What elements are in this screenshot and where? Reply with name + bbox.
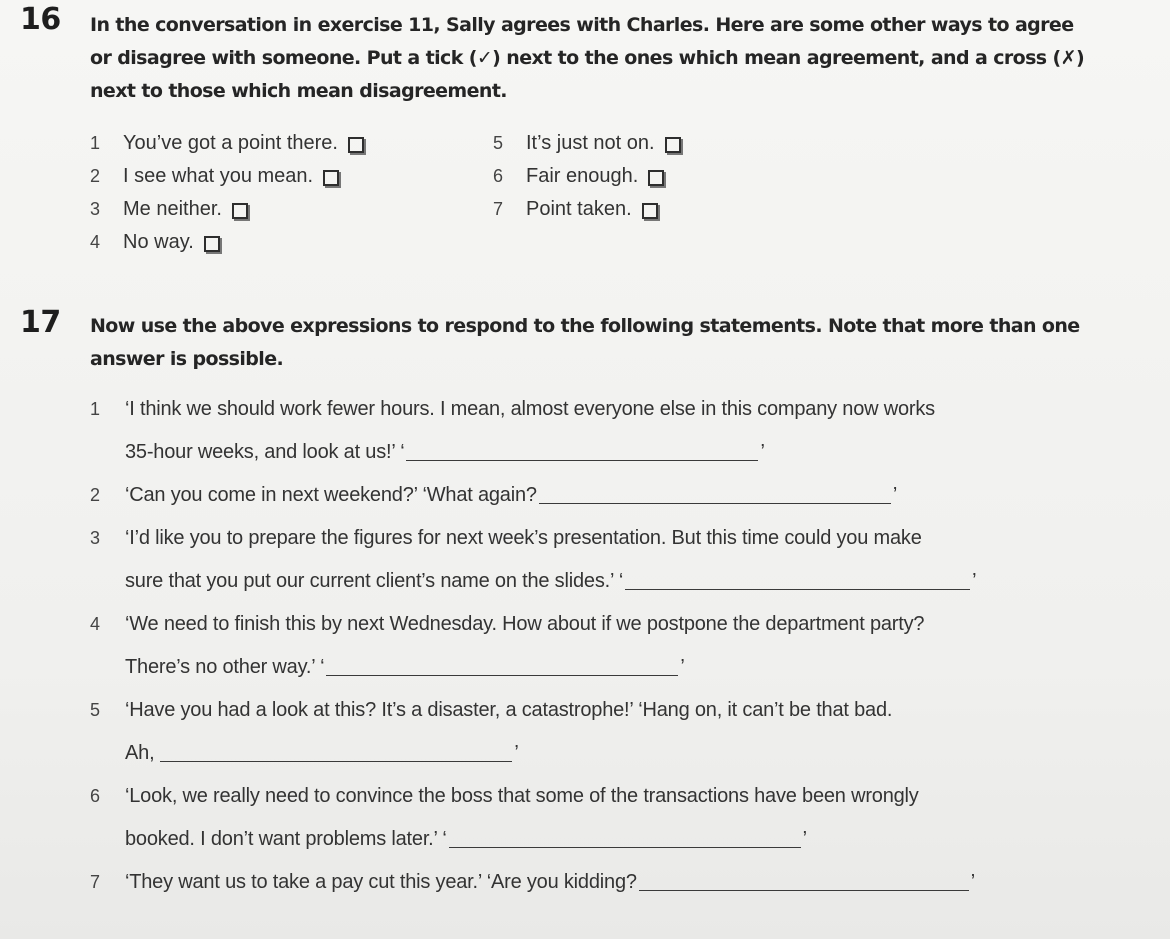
choice-item-6	[493, 160, 664, 193]
statement-number: 2	[90, 485, 100, 505]
statement-number: 4	[90, 614, 100, 634]
choice-item-4	[90, 226, 220, 259]
statement-number: 6	[90, 786, 100, 806]
statement-number: 3	[90, 528, 100, 548]
choice-text: I see what you mean.	[123, 165, 314, 187]
choice-number: 3	[90, 199, 101, 219]
answer-blank[interactable]	[539, 481, 891, 504]
choice-number: 7	[493, 199, 504, 219]
statement-text: ‘Can you come in next weekend?’ ‘What again?	[125, 484, 537, 506]
choice-text: It’s just not on.	[526, 132, 655, 154]
choice-text: No way.	[123, 231, 194, 253]
statement-6	[90, 775, 1090, 861]
tick-box[interactable]	[665, 137, 681, 153]
answer-blank[interactable]	[406, 438, 758, 461]
closing-quote: ’	[970, 871, 976, 893]
tick-box[interactable]	[232, 203, 248, 219]
choice-item-1	[90, 127, 364, 160]
tick-box[interactable]	[648, 170, 664, 186]
statement-5	[90, 689, 1090, 775]
statement-number: 7	[90, 872, 100, 892]
statement-text: 35-hour weeks, and look at us!’ ‘	[125, 441, 405, 463]
exercise-16-choices	[90, 127, 790, 262]
choice-number: 1	[90, 133, 101, 153]
choice-number: 5	[493, 133, 504, 153]
tick-box[interactable]	[204, 236, 220, 252]
answer-blank[interactable]	[326, 653, 678, 676]
choice-text: Point taken.	[526, 198, 632, 220]
statement-1	[90, 388, 1090, 474]
statement-3	[90, 517, 1090, 603]
closing-quote: ’	[760, 441, 765, 463]
closing-quote: ’	[892, 484, 898, 506]
choice-item-3	[90, 193, 248, 226]
answer-blank[interactable]	[625, 567, 970, 590]
choice-number: 6	[493, 166, 504, 186]
statement-text: ‘We need to finish this by next Wednesday. How about if we postpone the department party?	[125, 613, 925, 635]
answer-blank[interactable]	[449, 825, 801, 848]
closing-quote: ’	[972, 570, 977, 592]
closing-quote: ’	[514, 742, 519, 764]
tick-box[interactable]	[323, 170, 339, 186]
exercise-17-instruction: Now use the above expressions to respond to the following statements. Note that more than one answer is possible.	[90, 315, 1080, 370]
answer-blank[interactable]	[639, 868, 969, 891]
choice-item-7	[493, 193, 658, 226]
choice-number: 2	[90, 166, 101, 186]
closing-quote: ’	[680, 656, 685, 678]
choice-text: You’ve got a point there.	[123, 132, 338, 154]
tick-box[interactable]	[348, 137, 364, 153]
choice-item-2	[90, 160, 339, 193]
choice-item-5	[493, 127, 681, 160]
statement-text: ‘I think we should work fewer hours. I mean, almost everyone else in this company now works	[125, 398, 935, 420]
exercise-16-instruction: In the conversation in exercise 11, Sally agrees with Charles. Here are some other ways to agree or disagree with someone. Put a tick (✓) next to the ones which mean agreement, and a cross (✗) next to those which mean disagreement.	[90, 14, 1085, 102]
statement-4	[90, 603, 1090, 689]
statement-7	[90, 861, 1090, 904]
statement-text: ‘They want us to take a pay cut this year.’ ‘Are you kidding?	[125, 871, 637, 893]
exercise-17-number: 17	[20, 305, 61, 340]
statement-text: Ah,	[125, 742, 155, 764]
choice-text: Me neither.	[123, 198, 222, 220]
statement-text: ‘I’d like you to prepare the figures for next week’s presentation. But this time could you make	[125, 527, 922, 549]
choice-text: Fair enough.	[526, 165, 639, 187]
statement-number: 1	[90, 399, 100, 419]
statement-text: There’s no other way.’ ‘	[125, 656, 325, 678]
tick-box[interactable]	[642, 203, 658, 219]
statement-text: ‘Have you had a look at this? It’s a disaster, a catastrophe!’ ‘Hang on, it can’t be that bad.	[125, 699, 893, 721]
closing-quote: ’	[802, 828, 807, 850]
statement-number: 5	[90, 700, 100, 720]
exercise-16-number: 16	[20, 2, 61, 37]
answer-blank[interactable]	[160, 739, 512, 762]
statement-text: booked. I don’t want problems later.’ ‘	[125, 828, 447, 850]
statement-text: ‘Look, we really need to convince the boss that some of the transactions have been wrongly	[125, 785, 919, 807]
choice-number: 4	[90, 232, 101, 252]
statement-2	[90, 474, 1090, 517]
statement-text: sure that you put our current client’s name on the slides.’ ‘	[125, 570, 624, 592]
